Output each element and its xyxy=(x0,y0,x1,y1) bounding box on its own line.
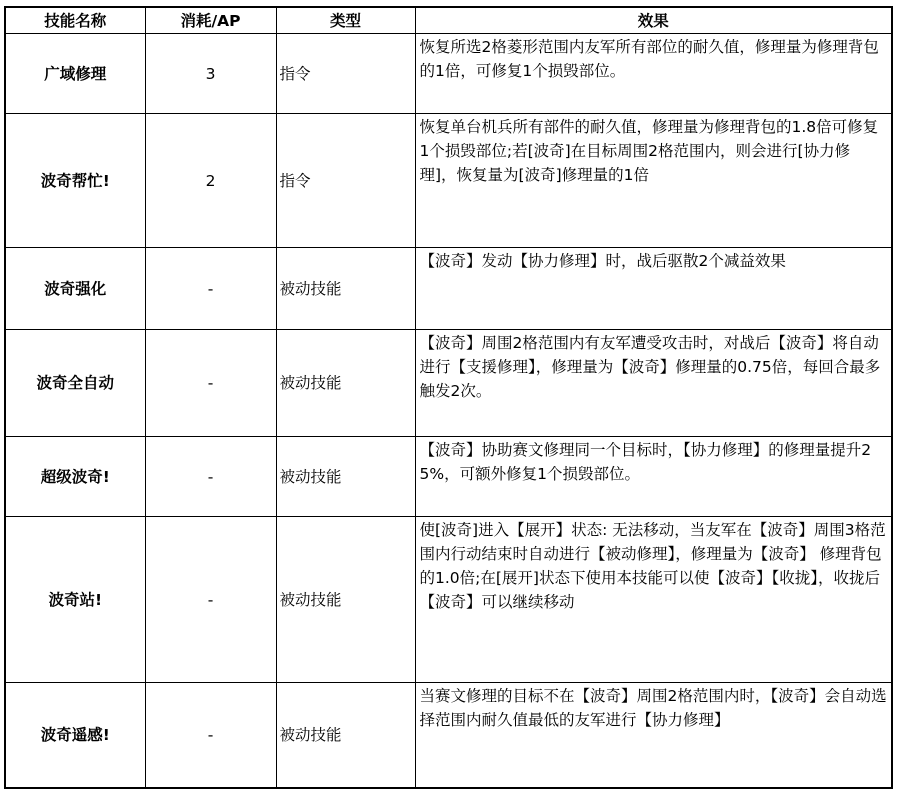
skill-effect: 恢复单台机兵所有部件的耐久值，修理量为修理背包的1.8倍可修复1个损毁部位;若[波奇]在目标周围2格范围内，则会进行[协力修理]，恢复量为[波奇]修理量的1倍 xyxy=(415,114,892,248)
skill-type: 被动技能 xyxy=(276,248,415,330)
skill-type: 指令 xyxy=(276,34,415,114)
skill-type: 指令 xyxy=(276,114,415,248)
skill-effect: 恢复所选2格菱形范围内友军所有部位的耐久值，修理量为修理背包的1倍，可修复1个损毁部位。 xyxy=(415,34,892,114)
skill-table xyxy=(4,6,893,789)
header-skill-name: 技能名称 xyxy=(5,7,145,34)
header-type: 类型 xyxy=(276,7,415,34)
header-row xyxy=(5,7,892,34)
table-row xyxy=(5,114,892,248)
table-row xyxy=(5,248,892,330)
skill-effect: 【波奇】周围2格范围内有友军遭受攻击时，对战后【波奇】将自动进行【支援修理】，修理量为【波奇】修理量的0.75倍，每回合最多触发2次。 xyxy=(415,330,892,437)
skill-effect: 【波奇】发动【协力修理】时，战后驱散2个减益效果 xyxy=(415,248,892,330)
skill-name: 波奇帮忙! xyxy=(5,114,145,248)
skill-type: 被动技能 xyxy=(276,517,415,683)
skill-cost: - xyxy=(145,517,276,683)
skill-cost: - xyxy=(145,683,276,788)
header-effect: 效果 xyxy=(415,7,892,34)
skill-cost: 2 xyxy=(145,114,276,248)
skill-type: 被动技能 xyxy=(276,683,415,788)
header-cost: 消耗/AP xyxy=(145,7,276,34)
skill-effect: 使[波奇]进入【展开】状态: 无法移动，当友军在【波奇】周围3格范围内行动结束时自动进行【被动修理】，修理量为【波奇】 修理背包的1.0倍;在[展开]状态下使用本技能可以使【波奇】【收拢】，收拢后【波奇】可以继续移动 xyxy=(415,517,892,683)
table-row xyxy=(5,330,892,437)
skill-name: 超级波奇! xyxy=(5,437,145,517)
skill-cost: - xyxy=(145,437,276,517)
skill-name: 波奇全自动 xyxy=(5,330,145,437)
skill-name: 波奇强化 xyxy=(5,248,145,330)
skill-type: 被动技能 xyxy=(276,330,415,437)
skill-name: 波奇遥感! xyxy=(5,683,145,788)
table-row xyxy=(5,34,892,114)
skill-cost: - xyxy=(145,330,276,437)
skill-cost: - xyxy=(145,248,276,330)
table-row xyxy=(5,683,892,788)
table-row xyxy=(5,437,892,517)
table-row xyxy=(5,517,892,683)
skill-effect: 【波奇】协助赛文修理同一个目标时，【协力修理】的修理量提升25%，可额外修复1个损毁部位。 xyxy=(415,437,892,517)
skill-name: 波奇站! xyxy=(5,517,145,683)
skill-cost: 3 xyxy=(145,34,276,114)
skill-name: 广域修理 xyxy=(5,34,145,114)
skill-effect: 当赛文修理的目标不在【波奇】周围2格范围内时，【波奇】会自动选择范围内耐久值最低的友军进行【协力修理】 xyxy=(415,683,892,788)
skill-type: 被动技能 xyxy=(276,437,415,517)
